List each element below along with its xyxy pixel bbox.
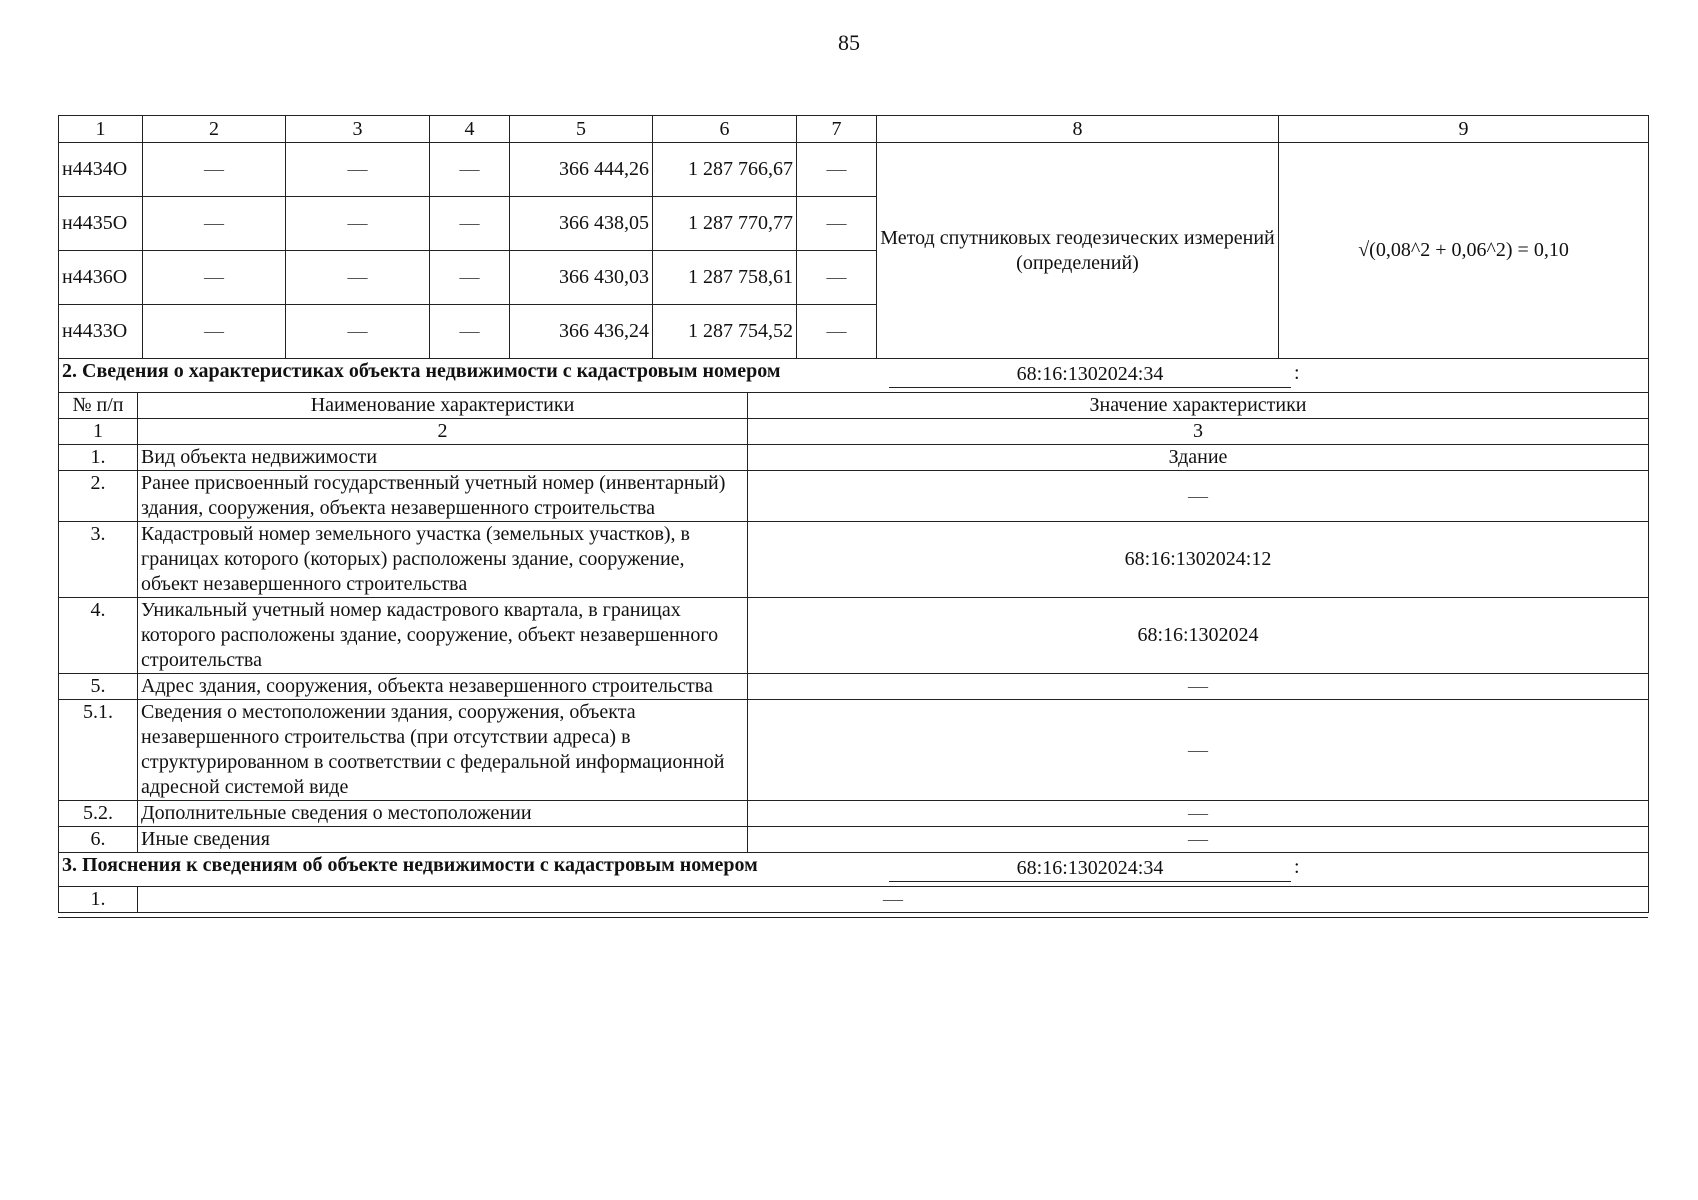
row-number: 1. bbox=[59, 887, 138, 913]
characteristic-value: 68:16:1302024 bbox=[748, 598, 1649, 674]
column-number: 4 bbox=[430, 116, 510, 143]
characteristic-value: — bbox=[748, 827, 1649, 853]
empty-value: — bbox=[797, 305, 877, 359]
header-name: Наименование характеристики bbox=[138, 393, 748, 419]
coordinate-x: 366 430,03 bbox=[510, 251, 653, 305]
row-number: 3. bbox=[59, 522, 138, 598]
cadastral-number: 68:16:1302024:34 bbox=[889, 361, 1291, 388]
coordinate-y: 1 287 770,77 bbox=[653, 197, 797, 251]
column-number: 6 bbox=[653, 116, 797, 143]
table-row bbox=[59, 445, 1649, 471]
characteristic-value: Здание bbox=[748, 445, 1649, 471]
row-number: 1. bbox=[59, 445, 138, 471]
column-number: 2 bbox=[143, 116, 286, 143]
table-row bbox=[59, 801, 1649, 827]
characteristic-value: — bbox=[748, 471, 1649, 522]
table-row bbox=[59, 887, 1649, 913]
row-number: 4. bbox=[59, 598, 138, 674]
column-number: 3 bbox=[286, 116, 430, 143]
empty-value: — bbox=[286, 305, 430, 359]
column-number: 5 bbox=[510, 116, 653, 143]
empty-value: — bbox=[430, 197, 510, 251]
section-2-heading bbox=[59, 359, 1649, 393]
characteristic-name: Кадастровый номер земельного участка (земельных участков), в границах которого (которых) расположены здание, сооружение, объект незавершенного строительства bbox=[138, 522, 748, 598]
table-row bbox=[59, 471, 1649, 522]
empty-value: — bbox=[143, 305, 286, 359]
coordinate-x: 366 438,05 bbox=[510, 197, 653, 251]
empty-value: — bbox=[430, 305, 510, 359]
characteristic-name: Дополнительные сведения о местоположении bbox=[138, 801, 748, 827]
table-row bbox=[59, 522, 1649, 598]
column-number: 1 bbox=[59, 419, 138, 445]
colon: : bbox=[1294, 362, 1300, 384]
row-number: 5.1. bbox=[59, 700, 138, 801]
colon: : bbox=[1294, 856, 1300, 878]
coordinates-table bbox=[58, 115, 1649, 359]
point-name: н4433О bbox=[59, 305, 143, 359]
empty-value: — bbox=[430, 251, 510, 305]
row-number: 5.2. bbox=[59, 801, 138, 827]
empty-value: — bbox=[143, 197, 286, 251]
table-row bbox=[59, 827, 1649, 853]
row-number: 5. bbox=[59, 674, 138, 700]
determination-method: Метод спутниковых геодезических измерений (определений) bbox=[877, 143, 1279, 359]
table-row bbox=[59, 700, 1649, 801]
column-number: 3 bbox=[748, 419, 1649, 445]
page-number: 85 bbox=[838, 30, 860, 55]
column-number: 9 bbox=[1279, 116, 1649, 143]
characteristics-table bbox=[58, 359, 1649, 913]
section-title: 2. Сведения о характеристиках объекта недвижимости с кадастровым номером bbox=[62, 360, 781, 382]
empty-value: — bbox=[286, 143, 430, 197]
cadastral-number: 68:16:1302024:34 bbox=[889, 855, 1291, 882]
empty-value: — bbox=[797, 251, 877, 305]
coordinate-y: 1 287 754,52 bbox=[653, 305, 797, 359]
coordinate-y: 1 287 758,61 bbox=[653, 251, 797, 305]
document-sheet bbox=[58, 115, 1648, 918]
section-3-heading bbox=[59, 853, 1649, 887]
characteristic-value: — bbox=[748, 700, 1649, 801]
column-number: 8 bbox=[877, 116, 1279, 143]
explanation-value: — bbox=[138, 887, 1649, 913]
section-2-heading-row bbox=[59, 359, 1649, 393]
characteristic-name: Ранее присвоенный государственный учетный номер (инвентарный) здания, сооружения, объекта незавершенного строительства bbox=[138, 471, 748, 522]
empty-value: — bbox=[143, 143, 286, 197]
point-name: н4434О bbox=[59, 143, 143, 197]
empty-value: — bbox=[286, 251, 430, 305]
coordinate-x: 366 436,24 bbox=[510, 305, 653, 359]
characteristic-name: Сведения о местоположении здания, сооружения, объекта незавершенного строительства (при отсутствии адреса) в структурированном в соответствии с федеральной информационной адресной системой виде bbox=[138, 700, 748, 801]
empty-value: — bbox=[286, 197, 430, 251]
header-number: № п/п bbox=[59, 393, 138, 419]
row-number: 2. bbox=[59, 471, 138, 522]
characteristic-value: — bbox=[748, 801, 1649, 827]
characteristics-header-row bbox=[59, 393, 1649, 419]
column-numbers-row bbox=[59, 419, 1649, 445]
bottom-rule bbox=[58, 913, 1648, 918]
coordinates-header-row bbox=[59, 116, 1649, 143]
empty-value: — bbox=[797, 197, 877, 251]
accuracy-formula: √(0,08^2 + 0,06^2) = 0,10 bbox=[1279, 143, 1649, 359]
empty-value: — bbox=[143, 251, 286, 305]
coordinate-x: 366 444,26 bbox=[510, 143, 653, 197]
table-row bbox=[59, 674, 1649, 700]
characteristic-name: Иные сведения bbox=[138, 827, 748, 853]
column-number: 1 bbox=[59, 116, 143, 143]
empty-value: — bbox=[797, 143, 877, 197]
characteristic-name: Адрес здания, сооружения, объекта незавершенного строительства bbox=[138, 674, 748, 700]
point-name: н4435О bbox=[59, 197, 143, 251]
characteristic-name: Вид объекта недвижимости bbox=[138, 445, 748, 471]
header-value: Значение характеристики bbox=[748, 393, 1649, 419]
coordinate-y: 1 287 766,67 bbox=[653, 143, 797, 197]
characteristic-value: 68:16:1302024:12 bbox=[748, 522, 1649, 598]
characteristic-name: Уникальный учетный номер кадастрового квартала, в границах которого расположены здание, сооружение, объект незавершенного строительства bbox=[138, 598, 748, 674]
empty-value: — bbox=[430, 143, 510, 197]
point-name: н4436О bbox=[59, 251, 143, 305]
section-3-heading-row bbox=[59, 853, 1649, 887]
row-number: 6. bbox=[59, 827, 138, 853]
characteristic-value: — bbox=[748, 674, 1649, 700]
column-number: 7 bbox=[797, 116, 877, 143]
section-title: 3. Пояснения к сведениям об объекте недвижимости с кадастровым номером bbox=[62, 854, 758, 876]
column-number: 2 bbox=[138, 419, 748, 445]
table-row bbox=[59, 143, 1649, 197]
table-row bbox=[59, 598, 1649, 674]
